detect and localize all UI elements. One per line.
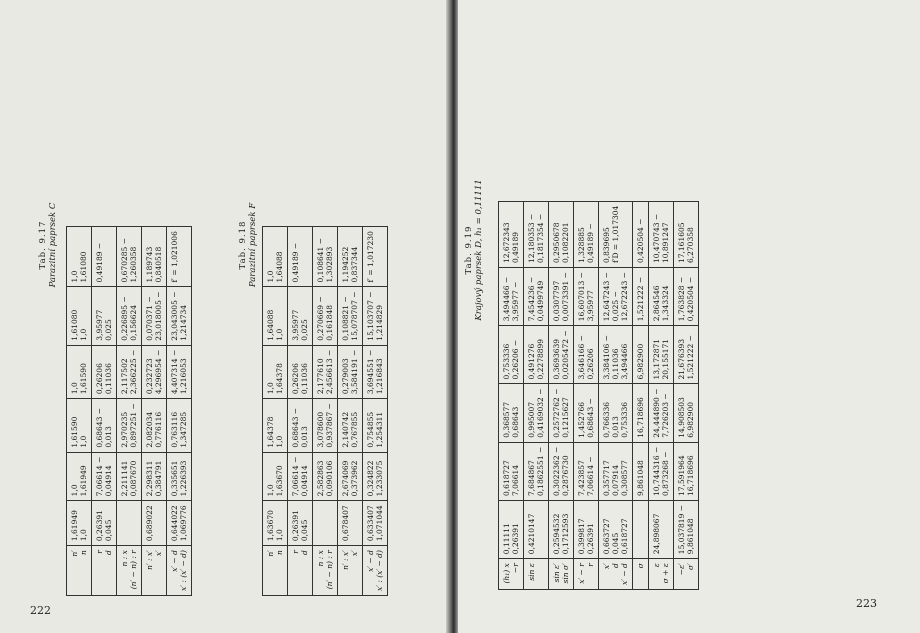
table-cell: 7,423857 7,06614 − [574,442,599,500]
row-label: n : x (n′ − n) : r [117,546,142,596]
table-cell: 0,0307797 0,0073391 − [549,268,574,326]
table-cell: 16,607013 − 3,95977 [574,268,599,326]
table-cell: 10,744316 − 0,873268 − [649,442,674,500]
row-label: n′ : x′ x′ [338,546,363,596]
table-cell: 2,674069 0,373962 [338,452,363,501]
table-row [363,227,388,596]
table-subtitle: Krajový paprsek D, h₁ = 0,11111 [474,179,484,321]
row-label: −ε′ σ′ [674,559,699,590]
table-cell: f′ = 1,021006 [167,227,192,287]
table-cell: 4,407314 − 1,216053 [167,345,192,398]
table-cell: 0,368577 0,68643 [499,384,524,442]
data-table [498,201,699,590]
table-rotator [66,226,192,596]
table-cell: 24,898067 [649,500,674,558]
table-row [338,227,363,596]
table-row [167,227,192,596]
row-label: n′ n [263,546,288,596]
table-cell: 0,68643 − 0,013 [288,399,313,452]
table-cell: 1,0 1,61080 [67,227,92,287]
table-caption [238,85,258,405]
table-cell: 1,189743 0,840518 [142,227,167,287]
table-cell: 1,521222 − [633,268,649,326]
table-cell: 24,444890 − 7,726203 − [649,384,674,442]
table-cell: 3,384106 − 0,11036 3,494466 [599,326,633,384]
table-cell: 2,864546 1,343324 [649,268,674,326]
table-cell: 12,672343 0,49189 [499,201,524,267]
table-cell: 15,103707 − 1,214829 [363,287,388,345]
table-cell: 2,082034 0,776116 [142,399,167,452]
page-number: 222 [30,604,51,617]
table-cell: 0,839695 f′D = 1,017304 [599,201,633,267]
table-cell: 12,647243 − 0,025 − 12,672243 − [599,268,633,326]
table-cell: 0,49189 − [92,227,117,287]
table-cell: 3,646166 − 0,26206 [574,326,599,384]
table-cell: 3,95977 0,025 [288,287,313,345]
table-cell: 2,117502 2,366225 − [117,345,142,398]
table-cell: 1,763828 − 0,420504 − [674,268,699,326]
table-cell: 7,684867 0,1862551 − [524,442,549,500]
table-cell: 0,070371 − 23,018005 − [142,287,167,345]
table-cell: 7,06614 − 0,04914 [92,452,117,501]
table-cell: 0,26391 0,045 [288,501,313,546]
table-cell: 0,270669 − 0,161848 [313,287,338,345]
table-cell: 0,357717 0,07914 0,308577 [599,442,633,500]
table-row [599,201,633,589]
table-cell: 1,61590 1,0 [67,399,92,452]
right-page [458,0,920,633]
table-cell: 0,68643 − 0,013 [92,399,117,452]
table-cell: 3,95977 0,025 [92,287,117,345]
row-label: sin ε [524,559,549,590]
table-row [67,227,92,596]
table-cell: 23,043005 − 1,214734 [167,287,192,345]
table-cell: 12,180353 − 0,1817354 − [524,201,549,267]
row-label: n′ n [67,546,92,596]
table-cell [633,500,649,558]
table-cell: 0,995007 0,4169032 − [524,384,549,442]
row-label: x′ − r r [574,559,599,590]
table-cell: 0,678407 [338,501,363,546]
table-cell: 1,63670 1,0 [263,501,288,546]
row-label: n : x (n′ − n) : r [313,546,338,596]
table-row [288,227,313,596]
table-cell: 0,763116 1,347285 [167,399,192,452]
table-cell: 7,06614 − 0,04914 [288,452,313,501]
table-cell: 1,64088 1,0 [263,287,288,345]
table-cell: 0,324822 1,233075 [363,452,388,501]
table-caption [38,85,58,405]
table-cell: 14,908503 6,982900 [674,384,699,442]
table-cell: 0,644022 1,069776 [167,501,192,546]
table-cell: 13,172871 20,155171 [649,326,674,384]
table-cell: f′ = 1,017230 [363,227,388,287]
table-row [263,227,288,596]
table-cell: 0,11111 0,26391 [499,500,524,558]
table-cell: 2,177610 2,456613 − [313,345,338,398]
table-cell: 1,0 1,64088 [263,227,288,287]
table-cell: 17,161605 6,270358 [674,201,699,267]
table-cell: 1,328885 0,49189 − [574,201,599,267]
table-cell: 0,279003 3,584191 − [338,345,363,398]
table-rotator [262,226,388,596]
table-cell: 15,037819 − 9,861048 [674,500,699,558]
table-row [649,201,674,589]
table-cell: 0,491276 0,2278899 [524,326,549,384]
table-cell: 0,26391 0,045 [92,501,117,546]
table-rotator [498,201,699,590]
table-cell: 0,26206 0,11036 [288,345,313,398]
table-row [142,227,167,596]
page-number: 223 [856,597,877,610]
table-cell: 1,61949 1,0 [67,501,92,546]
data-table [66,226,192,596]
row-label: x′ d x′ − d [599,559,633,590]
row-label: σ [633,559,649,590]
table-cell: 0,2594532 0,1712593 [549,500,574,558]
table-cell: 1,0 1,61949 [67,452,92,501]
table-row [674,201,699,589]
table-cell: 0,670285 − 1,260358 [117,227,142,287]
table-cell: 6,982900 [633,326,649,384]
table-cell: 0,766336 0,013 0,753336 [599,384,633,442]
table-cell: 2,140742 0,767855 [338,399,363,452]
table-title: Tab. 9.19 [464,225,474,275]
table-cell: 1,0 1,61590 [67,345,92,398]
table-row [92,227,117,596]
table-cell: 0,108821 − 15,078707 − [338,287,363,345]
row-label: (h₁) x −r [499,559,524,590]
table-cell: 1,61080 1,0 [67,287,92,345]
table-cell [117,501,142,546]
table-row [524,201,549,589]
table-cell: 2,970235 0,897251 − [117,399,142,452]
table-cell: 0,3022362 − 0,2876730 [549,442,574,500]
table-cell: 3,694551 − 1,216843 [363,345,388,398]
table-cell: 3,078600 0,937867 − [313,399,338,452]
table-cell: 1,64378 1,0 [263,399,288,452]
table-cell: 1,0 1,64378 [263,345,288,398]
table-cell: 21,676393 1,521222 − [674,326,699,384]
table-cell: 7,454236 − 0,0499749 [524,268,549,326]
table-row [574,201,599,589]
table-cell: 0,26206 0,11036 [92,345,117,398]
table-cell: 0,232723 4,296954 − [142,345,167,398]
table-caption [464,70,484,430]
table-cell: 1,452766 0,68643 − [574,384,599,442]
table-subtitle: Parazitní paprsek C [48,202,58,288]
table-cell: 0,3693639 0,0205472 − [549,326,574,384]
row-label: ε σ + ε [649,559,674,590]
row-label: x′ − d x′ : (x′ − d) [167,546,192,596]
data-table [262,226,388,596]
table-cell: 0,754855 1,254311 [363,399,388,452]
table-cell: 0,633407 1,071044 [363,501,388,546]
row-label: x′ − d x′ : (x′ − d) [363,546,388,596]
row-label: sin ε′ sin σ′ [549,559,574,590]
table-cell: 0,335651 1,226393 [167,452,192,501]
table-title: Tab. 9.18 [238,220,248,270]
table-cell: 0,226895 − 0,156624 [117,287,142,345]
table-cell: 2,582863 0,090106 [313,452,338,501]
table-cell: 1,0 1,63670 [263,452,288,501]
table-cell: 0,2572762 − 0,1215627 [549,384,574,442]
table-cell: 0,4210147 [524,500,549,558]
table-subtitle: Parazitní paprsek F [248,202,258,288]
table-cell: 10,470743 − 10,891247 [649,201,674,267]
row-label: n′ : x′ x′ [142,546,167,596]
row-label: r d [92,546,117,596]
table-row [117,227,142,596]
table-cell: 0,753336 0,26206 − [499,326,524,384]
table-cell: 16,718696 [633,384,649,442]
table-row [633,201,649,589]
table-cell [313,501,338,546]
table-title: Tab. 9.17 [38,220,48,270]
table-cell: 0,420504 − [633,201,649,267]
row-label: r d [288,546,313,596]
table-row [313,227,338,596]
table-cell: 3,494466 − 3,95977 − [499,268,524,326]
table-cell: 0,663727 0,045 0,618727 [599,500,633,558]
table-cell: 0,49189 − [288,227,313,287]
left-page [0,0,452,633]
table-cell: 1,194252 0,837344 [338,227,363,287]
table-row [499,201,524,589]
table-cell: 0,2950678 0,1082201 [549,201,574,267]
table-cell: 0,399817 0,26391 [574,500,599,558]
table-cell: 0,108641 − 1,302893 [313,227,338,287]
table-cell: 2,211141 0,087670 [117,452,142,501]
table-row [549,201,574,589]
table-cell: 17,591964 16,718696 [674,442,699,500]
table-cell: 0,618727 7,06614 [499,442,524,500]
table-cell: 0,689022 [142,501,167,546]
table-cell: 9,861048 [633,442,649,500]
table-cell: 2,298311 0,384791 [142,452,167,501]
